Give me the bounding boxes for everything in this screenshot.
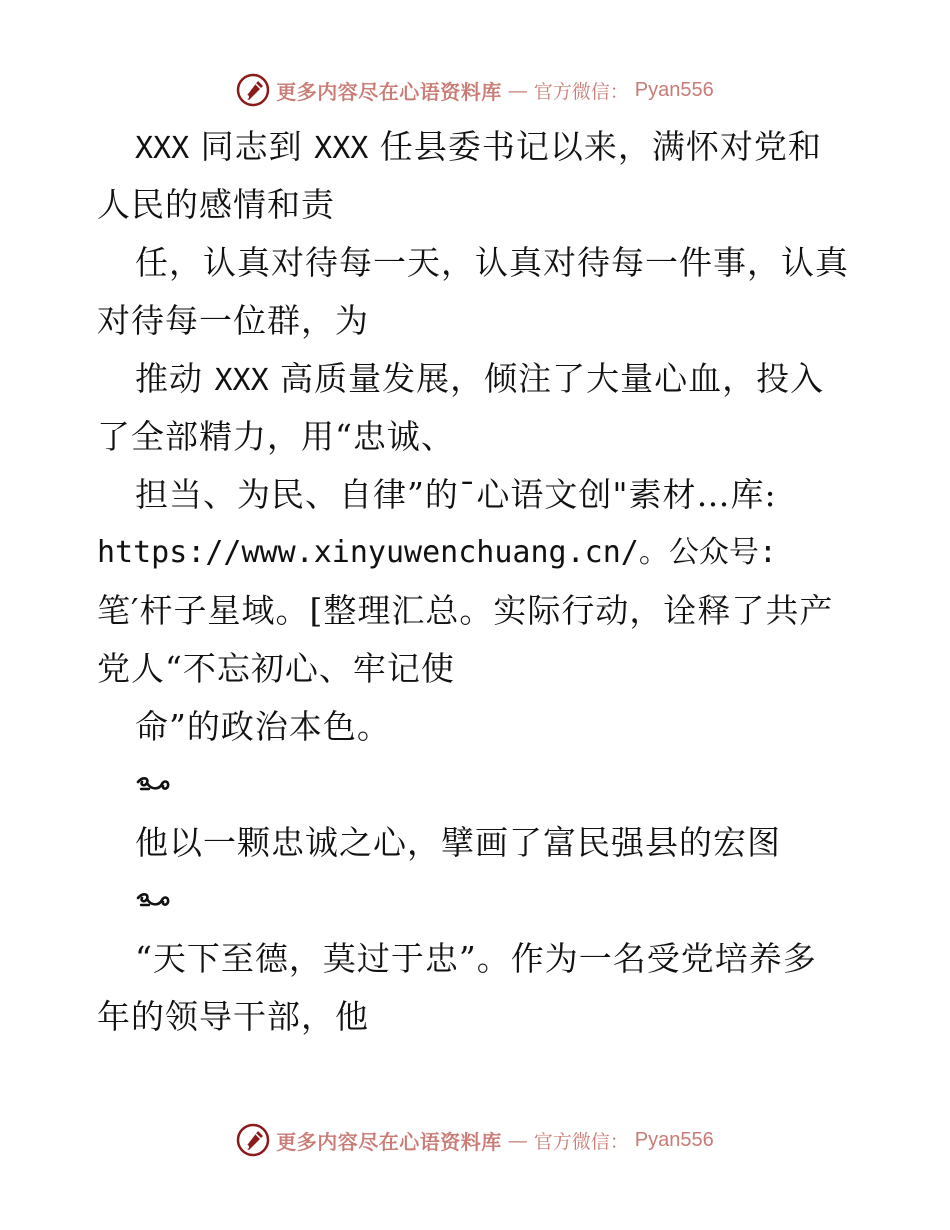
text-run: XXX — [214, 363, 269, 398]
footer-wechat-label: 官方微信： — [533, 1130, 629, 1153]
footer-wechat-id: Pyan556 — [634, 1128, 714, 1151]
url-line: https://www.xinyuwenchuang.cn/。公众号: — [97, 535, 777, 570]
text-run: 高质量发展，倾注了大量心血，投入 — [268, 359, 825, 398]
text-run: XXX — [314, 131, 369, 166]
footer-brand-text: 更多内容尽在心语资料库 — [276, 1129, 502, 1154]
text-run: 推动 — [135, 359, 215, 398]
paragraph-line: 人民的感情和责 — [97, 185, 335, 224]
header-wechat-id: Pyan556 — [634, 78, 714, 101]
paragraph-line: 命”的政治本色。 — [135, 707, 391, 746]
paragraph-line: 任，认真对待每一天，认真对待每一件事，认真 — [135, 243, 849, 282]
section-heading: 他以一颗忠诚之心，擘画了富民强县的宏图 — [135, 823, 781, 862]
header-brand-text: 更多内容尽在心语资料库 — [276, 79, 502, 104]
swirl-ornament-icon — [97, 872, 857, 930]
document-body — [97, 118, 857, 1046]
text-run: XXX — [135, 131, 190, 166]
paragraph-line: 担当、为民、自律”的¯心语文创"素材…库: — [135, 475, 777, 514]
header-wechat-label: 官方微信： — [533, 80, 629, 103]
paragraph-line: 年的领导干部，他 — [97, 997, 369, 1036]
paragraph-line: 笔′杆子星域。[整理汇总。实际行动，诠释了共产 — [97, 591, 834, 630]
footer-watermark — [0, 1120, 950, 1160]
paragraph-line: “天下至德，莫过于忠”。作为一名受党培养多 — [135, 939, 817, 978]
paragraph-line: 党人“不忘初心、牢记使 — [97, 649, 455, 688]
header-dash: — — [507, 78, 528, 102]
pen-nib-logo-icon — [236, 1123, 270, 1157]
paragraph-line: 了全部精力，用“忠诚、 — [97, 417, 455, 456]
footer-dash: — — [507, 1128, 528, 1152]
swirl-ornament-icon — [97, 756, 857, 814]
paragraph-line: 对待每一位群，为 — [97, 301, 369, 340]
paragraph-line — [97, 350, 857, 408]
text-run: 同志到 — [189, 127, 315, 166]
paragraph-line — [97, 118, 857, 176]
header-watermark — [0, 70, 950, 110]
text-run: 任县委书记以来，满怀对党和 — [368, 127, 822, 166]
pen-nib-logo-icon — [236, 73, 270, 107]
